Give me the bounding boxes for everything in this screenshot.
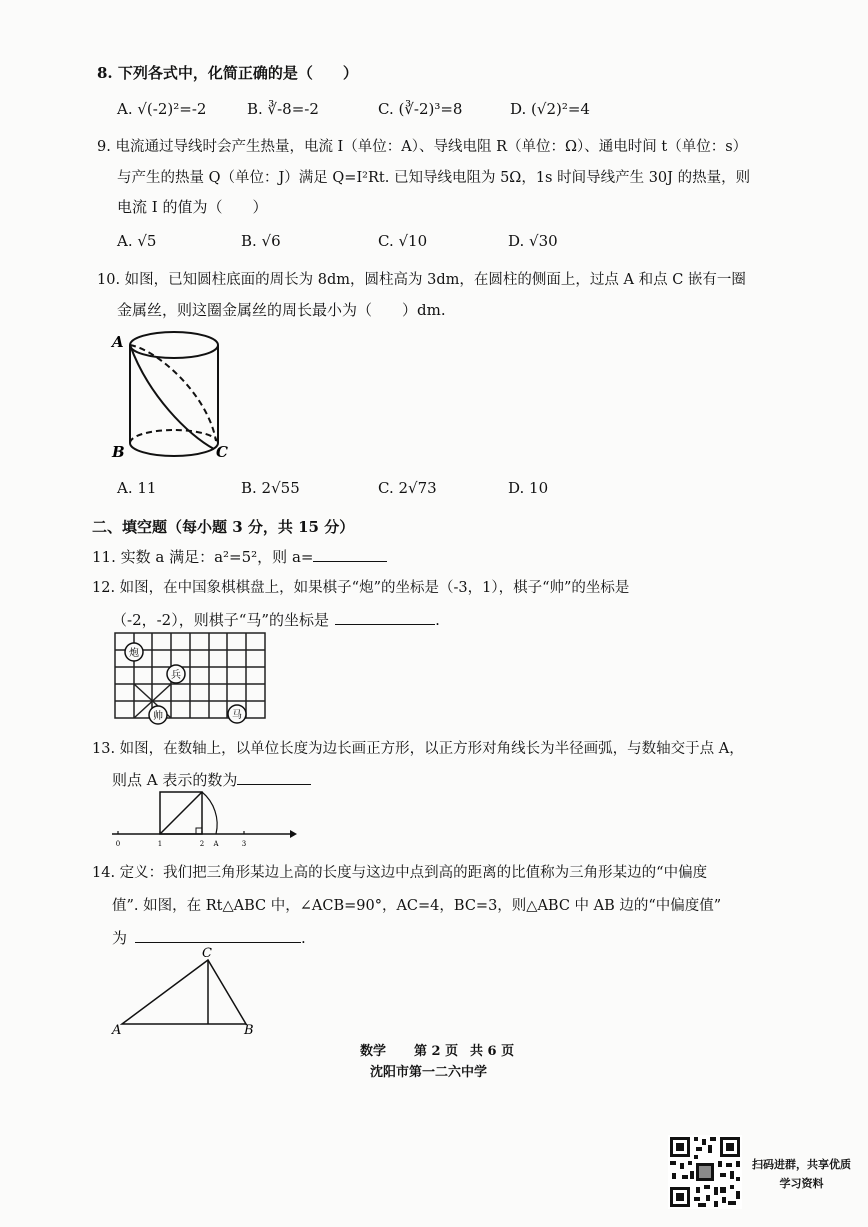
q14-line-1: 14. 定义：我们把三角形某边上高的长度与这边中点到高的距离的比值称为三角形某边的“中偏度	[92, 865, 708, 881]
q8-option-b: B. ∛-8=-2	[247, 100, 319, 118]
qr-note-line-2: 学习资料	[779, 1177, 824, 1190]
q10-line-1: 10. 如图，已知圆柱底面的周长为 8dm，圆柱高为 3dm，在圆柱的侧面上，过点 A 和点 C 嵌有一圈	[97, 272, 746, 288]
cylinder-bottom-front-arc	[130, 443, 218, 456]
piece-bing-label: 兵	[171, 670, 181, 681]
cylinder-figure	[108, 325, 238, 470]
cylinder-top-ellipse	[130, 332, 218, 358]
qr-note-line-1: 扫码进群，共享优质	[752, 1158, 851, 1171]
q9-option-c: C. √10	[378, 232, 428, 250]
q14-line-3-row: 为 .	[112, 929, 306, 947]
piece-ma	[228, 705, 246, 723]
triangle-label-c: C	[202, 946, 212, 961]
chess-board-figure	[110, 630, 270, 725]
q11-answer-blank[interactable]	[313, 561, 387, 562]
q10-option-d: D. 10	[508, 479, 549, 497]
tick-label-3: 3	[241, 840, 247, 848]
triangle-label-a: A	[112, 1023, 122, 1036]
q8-option-d: D. (√2)²=4	[510, 100, 590, 118]
axis-arrow	[290, 830, 297, 838]
q14-line-2: 值”. 如图，在 Rt△ABC 中，∠ACB=90°，AC=4，BC=3，则△ABC 中 AB 边的“中偏度值”	[112, 898, 722, 914]
triangle-figure	[108, 944, 268, 1036]
q8-stem: 8. 下列各式中，化简正确的是（ ）	[97, 64, 358, 82]
qr-code-icon[interactable]	[668, 1135, 742, 1209]
q13-line-2: 则点 A 表示的数为	[112, 771, 238, 789]
cylinder-label-b: B	[112, 443, 125, 461]
q8-option-c: C. (∛-2)³=8	[378, 100, 463, 118]
q9-line-2: 与产生的热量 Q（单位：J）满足 Q=I²Rt. 已知导线电阻为 5Ω，1s 时间导线产生 30J 的热量，则	[117, 170, 751, 186]
q12-line-2: （-2，-2），则棋子“马”的坐标是	[112, 611, 330, 629]
q11-text: 11. 实数 a 满足：a²=5²，则 a=	[92, 548, 314, 566]
q10-option-a: A. 11	[117, 479, 157, 497]
right-angle-mark	[196, 828, 202, 834]
q10-option-b: B. 2√55	[241, 479, 300, 497]
footer-page: 第 2 页	[414, 1044, 459, 1059]
q9-option-d: D. √30	[508, 232, 558, 250]
piece-shuai	[149, 706, 167, 724]
q13-line-2-row	[112, 769, 311, 790]
q11-text-row	[92, 546, 387, 567]
qr-note	[752, 1155, 851, 1193]
radius-arc	[202, 792, 217, 834]
piece-bing	[167, 665, 185, 683]
q12-answer-blank[interactable]	[335, 624, 435, 625]
piece-ma-label: 马	[232, 710, 242, 721]
q13-line-1: 13. 如图，在数轴上，以单位长度为边长画正方形，以正方形对角线长为半径画弧，与数轴交于点 A，	[92, 741, 744, 757]
footer-school: 沈阳市第一二六中学	[370, 1065, 488, 1080]
triangle-abc	[122, 960, 246, 1024]
tick-label-2: 2	[199, 840, 205, 848]
footer-total: 共 6 页	[470, 1044, 515, 1059]
q12-line-1: 12. 如图，在中国象棋棋盘上，如果棋子“炮”的坐标是（-3，1），棋子“帅”的坐标是	[92, 580, 630, 596]
q8-option-a: A. √(-2)²=-2	[117, 100, 207, 118]
piece-pao-label: 炮	[129, 648, 139, 659]
cylinder-label-c: C	[216, 443, 228, 461]
number-line-figure	[108, 790, 298, 850]
q9-line-3: 电流 I 的值为（ ）	[117, 198, 268, 216]
section-title: 二、填空题（每小题 3 分，共 15 分）	[92, 518, 355, 536]
q13-answer-blank[interactable]	[237, 784, 311, 785]
q9-option-a: A. √5	[117, 232, 157, 250]
q12-line-2-row: （-2，-2），则棋子“马”的坐标是 .	[112, 611, 440, 629]
cylinder-bottom-back-arc	[130, 430, 218, 443]
q14-answer-blank[interactable]	[135, 942, 301, 943]
q10-option-c: C. 2√73	[378, 479, 437, 497]
footer-subject: 数学	[360, 1044, 387, 1059]
tick-label-a: A	[213, 840, 219, 848]
piece-pao	[125, 643, 143, 661]
wire-back-curve	[130, 345, 216, 441]
piece-shuai-label: 帅	[153, 711, 163, 722]
q9-line-1: 9. 电流通过导线时会产生热量，电流 I（单位：A）、导线电阻 R（单位：Ω）、通电时间 t（单位：s）	[97, 139, 748, 155]
q14-line-3: 为	[112, 929, 128, 947]
tick-label-1: 1	[157, 840, 163, 848]
cylinder-label-a: A	[112, 333, 124, 351]
tick-label-0: 0	[115, 840, 121, 848]
q10-line-2: 金属丝，则这圈金属丝的周长最小为（ ）dm.	[117, 301, 446, 319]
q9-option-b: B. √6	[241, 232, 281, 250]
triangle-label-b: B	[244, 1023, 254, 1036]
